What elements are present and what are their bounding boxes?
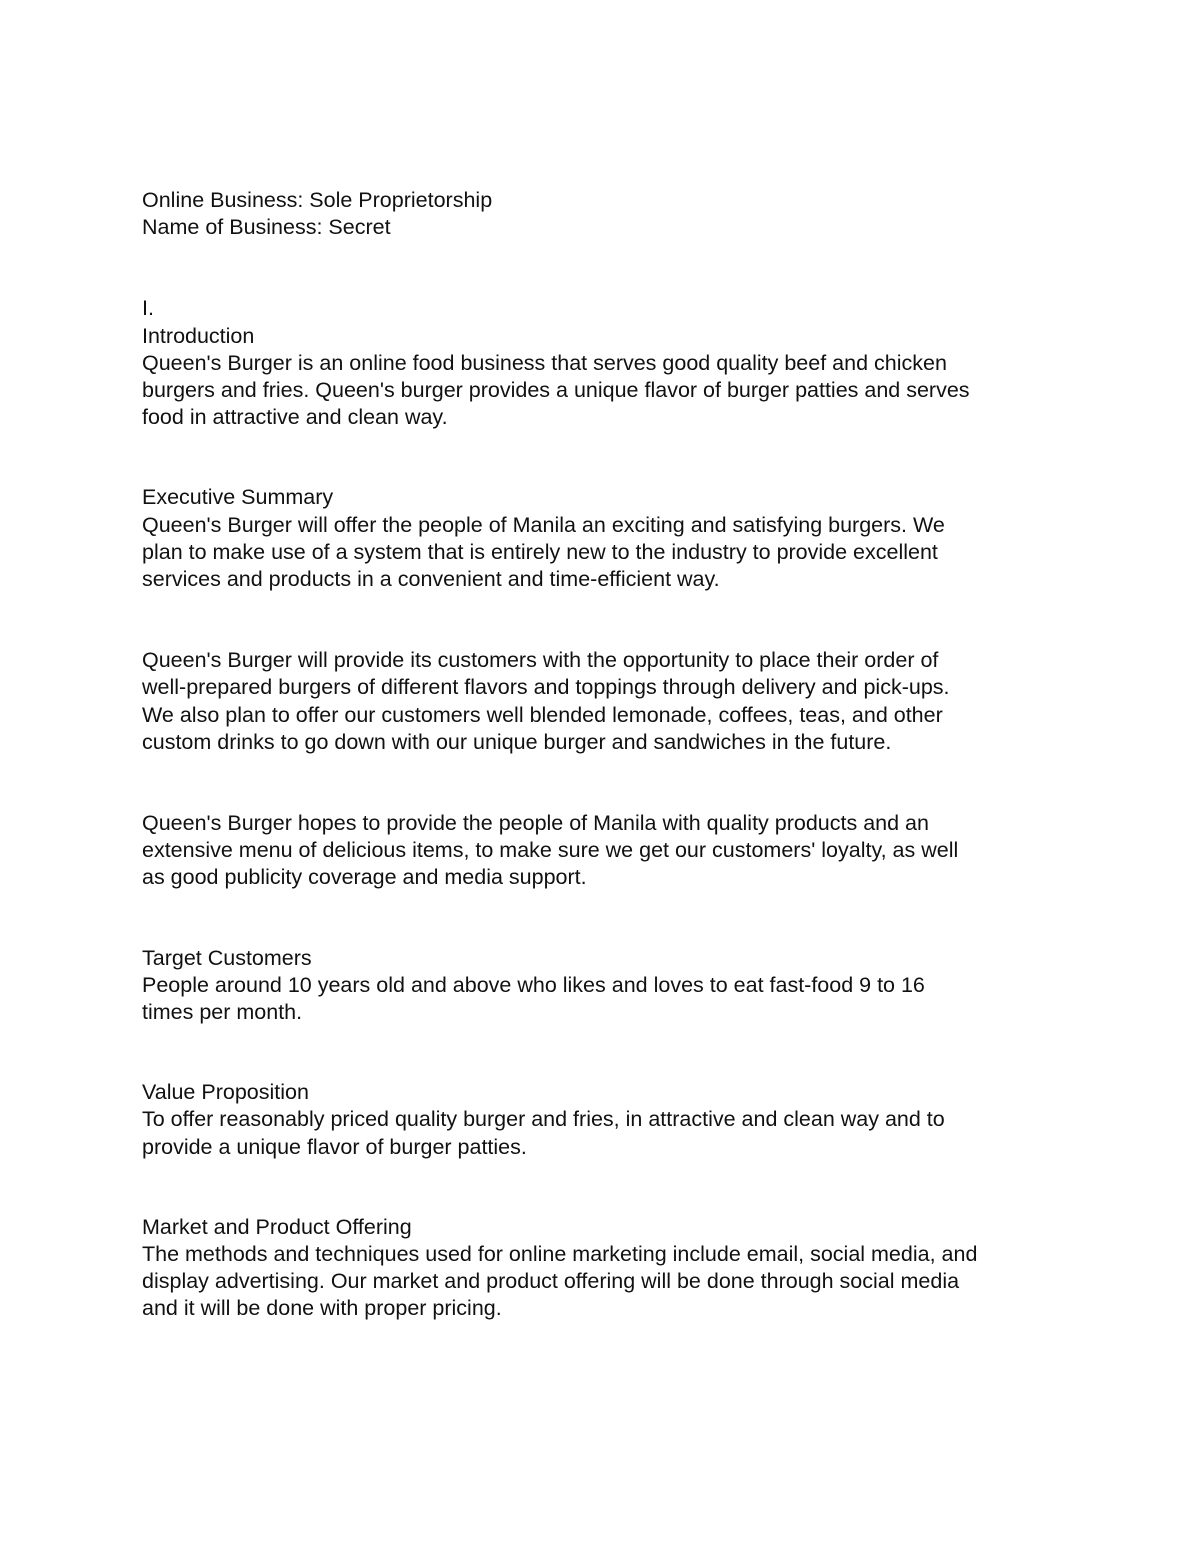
value-proposition-heading: Value Proposition xyxy=(142,1080,309,1105)
executive-summary-line: Queen's Burger hopes to provide the people of Manila with quality products and an xyxy=(142,811,929,836)
target-customers-line: times per month. xyxy=(142,1000,303,1025)
executive-summary-heading: Executive Summary xyxy=(142,485,334,510)
value-proposition-section xyxy=(142,1079,1072,1161)
value-proposition-line: provide a unique flavor of burger patties. xyxy=(142,1134,527,1159)
business-type-line: Online Business: Sole Proprietorship xyxy=(142,188,493,212)
market-offering-line: and it will be done with proper pricing. xyxy=(142,1296,502,1321)
introduction-heading: Introduction xyxy=(142,323,255,348)
executive-summary-line: We also plan to offer our customers well blended lemonade, coffees, teas, and other xyxy=(142,702,943,727)
executive-summary-line: extensive menu of delicious items, to make sure we get our customers' loyalty, as well xyxy=(142,838,959,863)
introduction-section xyxy=(142,323,1072,432)
executive-summary-line: Queen's Burger will offer the people of Manila an exciting and satisfying burgers. We xyxy=(142,512,945,537)
spacer xyxy=(142,756,1072,810)
executive-summary-line: plan to make use of a system that is entirely new to the industry to provide excellent xyxy=(142,539,938,564)
document-body xyxy=(142,187,1072,1323)
target-customers-heading: Target Customers xyxy=(142,945,312,970)
executive-summary-line: well-prepared burgers of different flavors and toppings through delivery and pick-ups. xyxy=(142,675,950,700)
executive-summary-line: as good publicity coverage and media support. xyxy=(142,865,587,890)
target-customers-section xyxy=(142,945,1072,1027)
market-offering-line: display advertising. Our market and product offering will be done through social media xyxy=(142,1269,960,1294)
target-customers-line: People around 10 years old and above who likes and loves to eat fast-food 9 to 16 xyxy=(142,972,925,997)
executive-summary-section xyxy=(142,484,1072,891)
market-offering-section xyxy=(142,1214,1072,1323)
executive-summary-line: services and products in a convenient and time-efficient way. xyxy=(142,567,720,592)
market-offering-heading: Market and Product Offering xyxy=(142,1214,412,1239)
market-offering-line: The methods and techniques used for online marketing include email, social media, and xyxy=(142,1242,978,1267)
spacer xyxy=(142,892,1072,945)
executive-summary-line: Queen's Burger will provide its customers with the opportunity to place their order of xyxy=(142,648,939,673)
spacer xyxy=(142,431,1072,484)
spacer xyxy=(142,1026,1072,1079)
value-proposition-line: To offer reasonably priced quality burger and fries, in attractive and clean way and to xyxy=(142,1107,945,1132)
executive-summary-line: custom drinks to go down with our unique burger and sandwiches in the future. xyxy=(142,729,892,754)
business-name-line: Name of Business: Secret xyxy=(142,215,391,240)
spacer xyxy=(142,1161,1072,1214)
spacer xyxy=(142,593,1072,647)
spacer xyxy=(142,241,1072,295)
section-numeral: I. xyxy=(142,296,154,321)
introduction-line: burgers and fries. Queen's burger provides a unique flavor of burger patties and serves xyxy=(142,378,970,403)
introduction-line: food in attractive and clean way. xyxy=(142,405,448,430)
introduction-line: Queen's Burger is an online food business that serves good quality beef and chicken xyxy=(142,350,947,375)
